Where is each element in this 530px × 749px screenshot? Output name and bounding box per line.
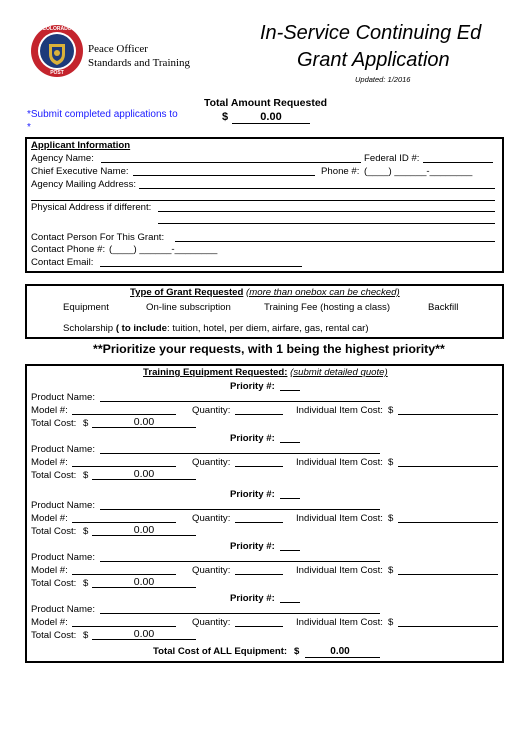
contact-phone-field[interactable]: (____) ______-________ <box>109 244 218 255</box>
total-amount-currency: $ <box>222 111 229 123</box>
federal-id-label: Federal ID #: <box>364 153 420 164</box>
priority-field[interactable] <box>280 602 300 603</box>
agency-name-field[interactable] <box>101 162 361 163</box>
contact-person-label: Contact Person For This Grant: <box>31 232 165 243</box>
agency-name-label: Agency Name: <box>31 153 94 164</box>
item-cost-label: Individual Item Cost: <box>296 457 383 468</box>
total-cost-label: Total Cost: <box>31 418 77 429</box>
option-training-fee[interactable]: Training Fee (hosting a class) <box>264 302 391 313</box>
phone-label: Phone #: <box>321 166 360 177</box>
product-name-field[interactable] <box>100 561 380 562</box>
model-label: Model #: <box>31 617 68 628</box>
submit-note: *Submit completed applications to <box>27 109 178 120</box>
product-name-field[interactable] <box>100 453 380 454</box>
quantity-field[interactable] <box>235 626 283 627</box>
total-cost-currency: $ <box>83 470 89 481</box>
total-amount-line <box>232 123 310 124</box>
form-title-line2: Grant Application <box>297 49 450 71</box>
product-name-label: Product Name: <box>31 444 95 455</box>
model-field[interactable] <box>72 626 176 627</box>
quantity-label: Quantity: <box>192 405 231 416</box>
priority-field[interactable] <box>280 390 300 391</box>
item-cost-field[interactable] <box>398 414 498 415</box>
product-name-field[interactable] <box>100 509 380 510</box>
seal-text-bottom: POST <box>50 70 64 76</box>
quantity-label: Quantity: <box>192 617 231 628</box>
grand-total-value[interactable]: 0.00 <box>330 646 350 657</box>
org-name-line1: Peace Officer <box>88 43 148 55</box>
total-cost-value[interactable]: 0.00 <box>133 468 155 480</box>
total-cost-value[interactable]: 0.00 <box>133 416 155 428</box>
priority-field[interactable] <box>280 442 300 443</box>
item-cost-currency: $ <box>388 457 394 468</box>
quantity-field[interactable] <box>235 466 283 467</box>
contact-email-field[interactable] <box>100 266 302 267</box>
item-cost-field[interactable] <box>398 466 498 467</box>
total-cost-value[interactable]: 0.00 <box>133 628 155 640</box>
total-cost-label: Total Cost: <box>31 630 77 641</box>
product-name-field[interactable] <box>100 613 380 614</box>
grant-type-heading: Type of Grant Requested (more than onebox can be checked) <box>130 287 400 298</box>
product-name-label: Product Name: <box>31 500 95 511</box>
chief-exec-label: Chief Executive Name: <box>31 166 129 177</box>
contact-person-field[interactable] <box>175 241 495 242</box>
total-cost-value[interactable]: 0.00 <box>133 524 155 536</box>
option-scholarship[interactable]: Scholarship ( to include: tuition, hotel, per diem, airfare, gas, rental car) <box>63 323 369 334</box>
quantity-field[interactable] <box>235 522 283 523</box>
priority-label: Priority #: <box>230 593 275 604</box>
item-cost-currency: $ <box>388 617 394 628</box>
chief-exec-field[interactable] <box>133 175 315 176</box>
item-cost-field[interactable] <box>398 574 498 575</box>
model-field[interactable] <box>72 466 176 467</box>
contact-phone-label: Contact Phone #: <box>31 244 106 255</box>
model-label: Model #: <box>31 513 68 524</box>
post-seal-logo <box>30 24 84 78</box>
org-name-line2: Standards and Training <box>88 57 191 69</box>
total-cost-currency: $ <box>83 578 89 589</box>
mailing-address-label: Agency Mailing Address: <box>31 179 137 190</box>
priority-label: Priority #: <box>230 381 275 392</box>
model-field[interactable] <box>72 574 176 575</box>
quantity-field[interactable] <box>235 574 283 575</box>
total-amount-label: Total Amount Requested <box>204 97 328 109</box>
total-cost-label: Total Cost: <box>31 578 77 589</box>
model-label: Model #: <box>31 405 68 416</box>
item-cost-field[interactable] <box>398 522 498 523</box>
item-cost-field[interactable] <box>398 626 498 627</box>
option-equipment[interactable]: Equipment <box>63 302 109 313</box>
item-cost-label: Individual Item Cost: <box>296 405 383 416</box>
equipment-box <box>25 364 504 663</box>
priority-field[interactable] <box>280 498 300 499</box>
prioritize-note: **Prioritize your requests, with 1 being the highest priority** <box>93 342 445 356</box>
model-field[interactable] <box>72 414 176 415</box>
item-cost-label: Individual Item Cost: <box>296 565 383 576</box>
item-cost-label: Individual Item Cost: <box>296 513 383 524</box>
total-cost-label: Total Cost: <box>31 470 77 481</box>
item-cost-currency: $ <box>388 405 394 416</box>
mailing-address-field-2[interactable] <box>31 200 495 201</box>
contact-email-label: Contact Email: <box>31 257 94 268</box>
seal-text-top: COLORADO <box>42 26 72 32</box>
item-cost-currency: $ <box>388 513 394 524</box>
priority-field[interactable] <box>280 550 300 551</box>
option-online-subscription[interactable]: On-line subscription <box>146 302 231 313</box>
model-label: Model #: <box>31 565 68 576</box>
updated-date: Updated: 1/2016 <box>355 75 411 84</box>
option-backfill[interactable]: Backfill <box>428 302 459 313</box>
priority-label: Priority #: <box>230 541 275 552</box>
total-amount-value[interactable]: 0.00 <box>260 111 282 123</box>
total-cost-value[interactable]: 0.00 <box>133 576 155 588</box>
priority-label: Priority #: <box>230 489 275 500</box>
total-cost-label: Total Cost: <box>31 526 77 537</box>
product-name-label: Product Name: <box>31 604 95 615</box>
product-name-label: Product Name: <box>31 552 95 563</box>
submit-bullet: * <box>27 122 31 133</box>
total-cost-currency: $ <box>83 630 89 641</box>
applicant-heading: Applicant Information <box>31 140 131 151</box>
form-title-line1: In-Service Continuing Ed <box>260 22 482 44</box>
quantity-field[interactable] <box>235 414 283 415</box>
grand-total-label: Total Cost of ALL Equipment: <box>153 646 288 657</box>
model-field[interactable] <box>72 522 176 523</box>
product-name-field[interactable] <box>100 401 380 402</box>
grand-total-currency: $ <box>294 646 300 657</box>
physical-address-field-2[interactable] <box>158 223 495 224</box>
total-cost-currency: $ <box>83 418 89 429</box>
priority-label: Priority #: <box>230 433 275 444</box>
item-cost-label: Individual Item Cost: <box>296 617 383 628</box>
quantity-label: Quantity: <box>192 513 231 524</box>
quantity-label: Quantity: <box>192 565 231 576</box>
equipment-heading: Training Equipment Requested: (submit detailed quote) <box>143 367 388 378</box>
model-label: Model #: <box>31 457 68 468</box>
total-cost-currency: $ <box>83 526 89 537</box>
item-cost-currency: $ <box>388 565 394 576</box>
mailing-address-field[interactable] <box>139 188 495 189</box>
phone-field[interactable]: (____) ______-________ <box>364 166 473 177</box>
federal-id-field[interactable] <box>423 162 493 163</box>
quantity-label: Quantity: <box>192 457 231 468</box>
physical-address-field[interactable] <box>158 211 495 212</box>
physical-address-label: Physical Address if different: <box>31 202 152 213</box>
product-name-label: Product Name: <box>31 392 95 403</box>
grand-total-line <box>305 657 380 658</box>
